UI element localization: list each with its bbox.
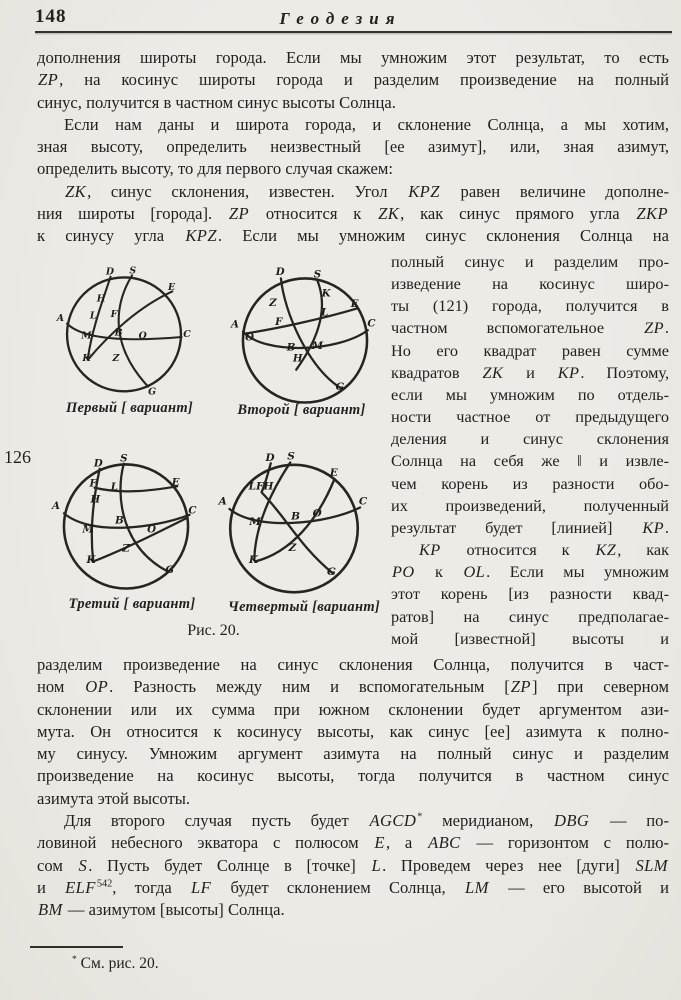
math-term: L bbox=[371, 855, 382, 875]
running-title: Геодезия bbox=[279, 9, 402, 28]
diagram-third-variant bbox=[53, 452, 199, 598]
superscript-note: * bbox=[417, 811, 423, 823]
text-line: ратов] на синус предполагае- bbox=[391, 606, 669, 626]
text-line: их произведений, полученный bbox=[391, 495, 669, 515]
diagram-point-label: K bbox=[321, 287, 331, 300]
sphere-diagram bbox=[57, 266, 191, 400]
text-line: му синусу. Умножим аргумент азимута на полный синус и разделим bbox=[37, 744, 669, 764]
diagram-point-label: M bbox=[249, 515, 261, 528]
text-line: мута. Он относится к косинусу высоты, как синус [ее] азимута к полно- bbox=[37, 721, 669, 741]
text-line: Солнца на себя же ‖ и извле- bbox=[391, 451, 669, 471]
math-term: AGCD bbox=[369, 811, 417, 831]
math-term: KPZ bbox=[408, 181, 440, 201]
text-line: PO к OL. Если мы умножим bbox=[392, 562, 669, 582]
math-term: S bbox=[78, 855, 88, 875]
diagram-point-label: L bbox=[321, 306, 329, 319]
margin-page-number: 126 bbox=[4, 447, 31, 467]
page-number: 148 bbox=[35, 6, 67, 27]
diagram-second-variant bbox=[232, 266, 378, 412]
text-line: ности частное от предыдущего bbox=[391, 407, 669, 427]
math-term: ZP bbox=[228, 204, 250, 224]
diagram-point-label: G bbox=[165, 564, 175, 577]
text-line: разделим произведение на синус склонения Солнца, получится в част- bbox=[37, 655, 669, 674]
text-line: деления и синус склонения bbox=[391, 429, 669, 449]
math-term: ABC bbox=[428, 833, 461, 853]
text-line: произведение на косинус высоты, тогда получится в частном синус bbox=[37, 766, 669, 786]
text-line: ния широты [города]. ZP относится к ZK, как синус прямого угла ZKP bbox=[37, 204, 668, 224]
text-line: изведение на косинус широ- bbox=[391, 274, 669, 294]
text-line: ZP, на косинус широты города и разделим произведение на полный bbox=[38, 70, 669, 90]
math-term: KP bbox=[419, 540, 441, 560]
intro-text-block bbox=[37, 47, 669, 248]
text-line: ном OP. Разность между ним и вспомогательным [ZP] при северном bbox=[37, 677, 669, 697]
math-term: PO bbox=[392, 562, 415, 582]
math-term: ZP bbox=[644, 318, 664, 338]
diagram-first-variant bbox=[57, 266, 191, 400]
diagram-point-label: B bbox=[114, 327, 123, 339]
superscript-note: 542 bbox=[96, 878, 113, 890]
diagram-point-label: M bbox=[82, 523, 94, 536]
diagram-point-label: C bbox=[188, 504, 197, 517]
header-rule bbox=[35, 31, 672, 33]
diagram-point-label: D bbox=[275, 265, 285, 278]
figure-caption: Третий [ вариант] bbox=[68, 596, 196, 612]
paragraph bbox=[37, 47, 669, 114]
diagram-point-label: G bbox=[335, 381, 345, 394]
text-line: и ELF$^{542}$, тогда LF будет склонением Солнца, LM — его высотой и bbox=[37, 877, 670, 897]
diagram-point-label: S bbox=[287, 450, 295, 463]
diagram-point-label: E bbox=[167, 282, 176, 294]
diagram-point-label: E bbox=[171, 476, 180, 489]
diagram-point-label: B bbox=[286, 341, 296, 354]
diagram-point-label: S bbox=[120, 452, 128, 465]
math-term: OL bbox=[463, 562, 486, 582]
diagram-point-label: D bbox=[93, 457, 103, 470]
diagram-point-label: F bbox=[110, 308, 118, 320]
math-term: KZ bbox=[595, 540, 617, 560]
diagram-point-label: E bbox=[329, 467, 338, 479]
diagram-point-label: A bbox=[230, 318, 239, 331]
math-term: ELF bbox=[65, 877, 96, 897]
figure-caption: Первый [ вариант] bbox=[65, 400, 194, 416]
math-term: SLM bbox=[635, 855, 668, 875]
math-term: OP bbox=[85, 677, 109, 697]
text-line: синус, получится в частном синус высоты Солнца. bbox=[37, 92, 396, 112]
diagram-point-label: A bbox=[51, 499, 60, 512]
diagram-point-label: L bbox=[110, 480, 118, 493]
figure-caption: Четвертый [вариант] bbox=[227, 599, 381, 615]
text-line: частном вспомогательное ZP. bbox=[391, 318, 669, 338]
diagram-point-label: S bbox=[313, 268, 322, 281]
paragraph bbox=[37, 810, 669, 921]
bottom-text-block bbox=[37, 654, 669, 922]
diagram-point-label: K bbox=[86, 553, 96, 566]
diagram-point-label: C bbox=[183, 329, 191, 341]
diagram-point-label: C bbox=[367, 317, 376, 330]
text-line: ловиной небесного экватора с полюсом E, а ABC — горизонтом с полю- bbox=[37, 833, 669, 853]
footnote-rule bbox=[30, 946, 123, 948]
diagram-point-label: O bbox=[245, 331, 254, 344]
text-line: Если нам даны и широта города, и склонение Солнца, а мы хотим, bbox=[64, 114, 669, 134]
diagram-point-label: A bbox=[218, 495, 227, 508]
diagram-point-label: K bbox=[82, 353, 91, 365]
diagram-point-label: Z bbox=[122, 542, 130, 555]
text-line: Для второго случая пусть будет AGCD* меридианом, DBG — по- bbox=[64, 811, 669, 831]
text-line: к синусу угла KPZ. Если мы умножим синус склонения Солнца на bbox=[37, 226, 669, 246]
paragraph bbox=[37, 114, 669, 181]
text-line: дополнения широты города. Если мы умножим этот результат, то есть bbox=[37, 48, 669, 67]
diagram-point-label: G bbox=[148, 386, 157, 398]
text-line: мой [известной] высоты и bbox=[391, 628, 669, 648]
text-line: если мы умножим по отдель- bbox=[391, 384, 669, 404]
paragraph bbox=[37, 181, 669, 248]
math-term: ZK bbox=[65, 181, 87, 201]
text-line: сом S. Пусть будет Солнце в [точке] L. Проведем через нее [дуги] SLM bbox=[37, 855, 668, 875]
math-term: BM bbox=[38, 900, 63, 920]
text-line: ZK, синус склонения, известен. Угол KPZ равен величине дополне- bbox=[65, 181, 669, 201]
math-term: DBG bbox=[554, 811, 590, 831]
diagram-point-label: A bbox=[56, 312, 64, 324]
figure-label: Рис. 20. bbox=[187, 622, 240, 639]
math-term: LF bbox=[191, 877, 212, 897]
text-line: Но его квадрат равен сумме bbox=[391, 340, 669, 360]
diagram-point-label: D bbox=[105, 266, 115, 278]
superscript-note: * bbox=[72, 953, 77, 965]
diagram-point-label: C bbox=[358, 495, 368, 508]
math-term: KP bbox=[642, 517, 664, 537]
diagram-point-label: Z bbox=[288, 542, 297, 554]
paragraph bbox=[391, 251, 669, 539]
diagram-point-label: D bbox=[265, 452, 275, 464]
sphere-diagram bbox=[53, 452, 199, 598]
right-column-text bbox=[391, 251, 669, 650]
sphere-diagram bbox=[219, 452, 369, 602]
figure-caption: Второй [ вариант] bbox=[237, 402, 366, 418]
math-term: LM bbox=[464, 877, 489, 897]
diagram-point-label: F bbox=[89, 477, 97, 490]
diagram-point-label: Z bbox=[112, 353, 120, 365]
text-line: ты (121) города, получится в bbox=[391, 296, 669, 316]
diagram-point-label: H bbox=[96, 293, 106, 305]
math-term: ZK bbox=[378, 204, 400, 224]
diagram-point-label: H bbox=[90, 493, 101, 506]
math-term: ZP bbox=[38, 70, 59, 90]
diagram-fourth-variant bbox=[219, 452, 369, 602]
math-term: KPZ bbox=[185, 226, 217, 246]
diagram-point-label: F bbox=[275, 316, 283, 329]
text-line: BM — азимутом [высоты] Солнца. bbox=[38, 900, 285, 920]
text-line: результат будет [линией] KP. bbox=[391, 517, 669, 537]
diagram-point-label: M bbox=[81, 330, 92, 342]
text-line: склонении или их сумма при южном склонении будет аргументом ази- bbox=[37, 699, 669, 719]
paragraph bbox=[37, 654, 669, 810]
math-term: KP bbox=[557, 362, 580, 382]
sphere-diagram bbox=[232, 266, 378, 412]
math-term: E bbox=[374, 833, 385, 853]
diagram-point-label: L bbox=[89, 310, 97, 322]
math-term: ZKP bbox=[636, 204, 668, 224]
text-line: полный синус и разделим про- bbox=[391, 252, 669, 271]
diagram-point-label: M bbox=[311, 340, 324, 353]
text-line: определить высоту, то для первого случая скажем: bbox=[37, 159, 394, 179]
diagram-point-label: H bbox=[292, 352, 303, 365]
text-line: * См. рис. 20. bbox=[72, 953, 159, 972]
diagram-point-label: O bbox=[147, 523, 157, 536]
diagram-point-label: K bbox=[248, 554, 259, 566]
diagram-point-label: G bbox=[327, 566, 336, 578]
text-line: зная высоту, определить неизвестный [ее азимут], или, зная азимут, bbox=[37, 137, 669, 157]
diagram-point-label: O bbox=[138, 330, 147, 342]
diagram-point-label: E bbox=[350, 297, 359, 310]
text-line: этот корень [из разности квад- bbox=[391, 584, 669, 604]
diagram-point-label: S bbox=[129, 265, 137, 277]
diagram-point-label: B bbox=[291, 510, 300, 523]
text-line: квадратов ZK и KP. Поэтому, bbox=[391, 362, 670, 382]
text-line: KP относится к KZ, как bbox=[419, 540, 669, 560]
math-term: ZP bbox=[510, 677, 531, 697]
text-line: азимута этой высоты. bbox=[37, 788, 191, 808]
diagram-point-label: Z bbox=[269, 297, 277, 310]
diagram-point-label: LFH bbox=[248, 480, 274, 493]
text-line: чем корень из разности обо- bbox=[391, 473, 669, 493]
math-term: ZK bbox=[482, 362, 504, 382]
diagram-point-label: B bbox=[115, 514, 124, 527]
diagram-point-label: O bbox=[312, 507, 322, 520]
footnote bbox=[72, 955, 159, 973]
paragraph bbox=[391, 539, 669, 650]
